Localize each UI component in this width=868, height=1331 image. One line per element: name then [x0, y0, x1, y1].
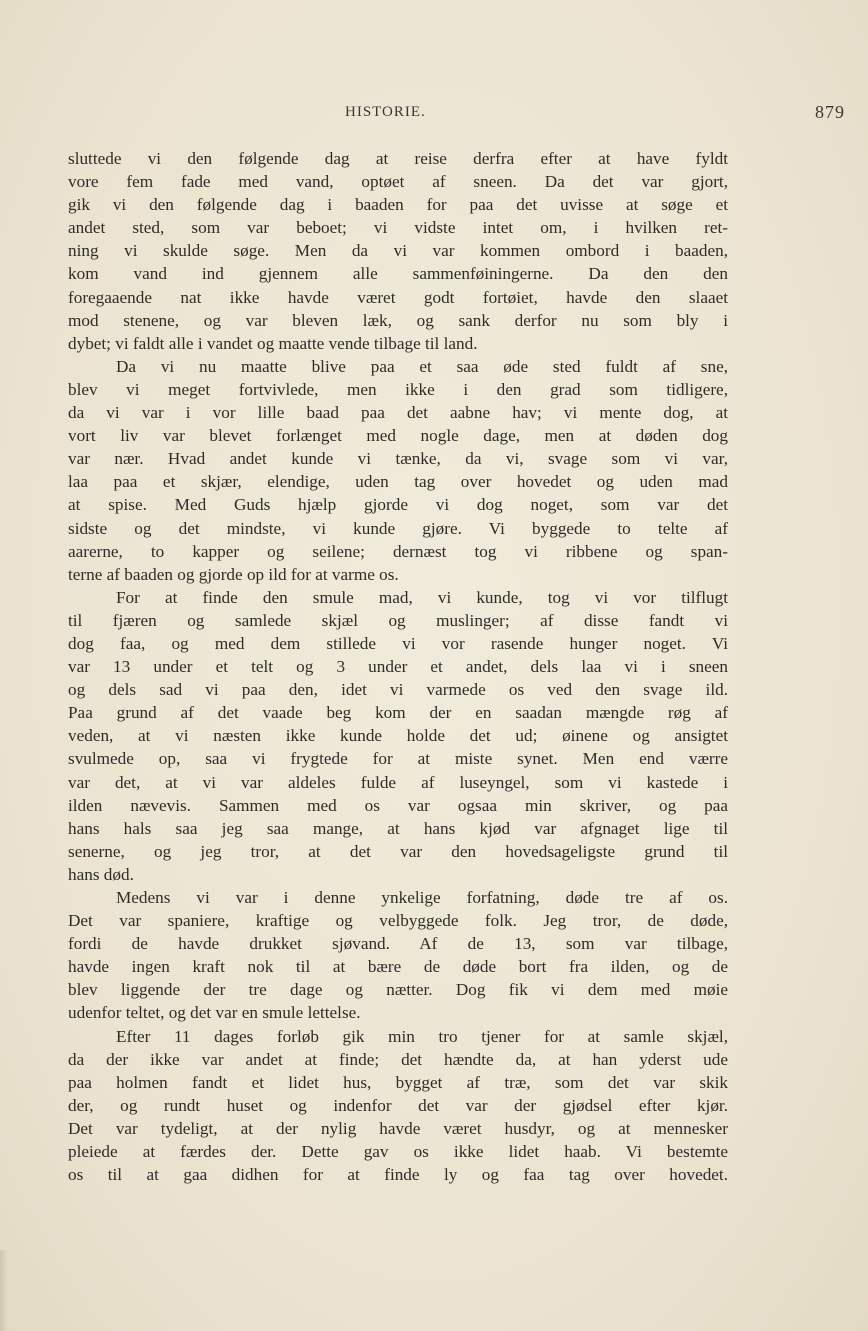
- text-line: veden, at vi næsten ikke kunde holde det ud; øinene og ansigtet: [68, 726, 728, 746]
- text-line: Paa grund af det vaade beg kom der en saadan mængde røg af: [68, 703, 728, 723]
- text-line: ilden nævevis. Sammen med os var ogsaa min skriver, og paa: [68, 795, 728, 815]
- text-line: os til at gaa didhen for at finde ly og faa tag over hovedet.: [68, 1165, 728, 1185]
- text-line: der, og rundt huset og indenfor det var der gjødsel efter kjør.: [68, 1095, 728, 1115]
- text-line: pleiede at færdes der. Dette gav os ikke lidet haab. Vi bestemte: [68, 1142, 728, 1162]
- text-line: hans død.: [68, 864, 134, 884]
- running-title: HISTORIE.: [345, 104, 426, 120]
- text-line: Det var spaniere, kraftige og velbyggede folk. Jeg tror, de døde,: [68, 911, 728, 931]
- text-line: sidste og det mindste, vi kunde gjøre. Vi byggede to telte af: [68, 518, 728, 538]
- text-line: terne af baaden og gjorde op ild for at varme os.: [68, 564, 399, 584]
- text-line: vort liv var blevet forlænget med nogle dage, men at døden dog: [68, 426, 728, 446]
- page-edge-shadow: [0, 1250, 8, 1331]
- text-line: laa paa et skjær, elendige, uden tag over hovedet og uden mad: [68, 472, 728, 492]
- text-line: fordi de havde drukket sjøvand. Af de 13, som var tilbage,: [68, 934, 728, 954]
- text-line: og dels sad vi paa den, idet vi varmede os ved den svage ild.: [68, 680, 728, 700]
- text-line: at spise. Med Guds hjælp gjorde vi dog noget, som var det: [68, 495, 728, 515]
- page-number: 879: [815, 102, 845, 122]
- text-line: hans hals saa jeg saa mange, at hans kjød var afgnaget lige til: [68, 818, 728, 838]
- text-line: vore fem fade med vand, optøet af sneen. Da det var gjort,: [68, 172, 728, 192]
- text-line: blev vi meget fortvivlede, men ikke i den grad som tidligere,: [68, 379, 728, 399]
- text-line: var det, at vi var aldeles fulde af luseyngel, som vi kastede i: [68, 772, 728, 792]
- running-header: [0, 104, 868, 128]
- text-line: ning vi skulde søge. Men da vi var kommen ombord i baaden,: [68, 241, 728, 261]
- text-line: til fjæren og samlede skjæl og muslinger; af disse fandt vi: [68, 610, 728, 630]
- text-line: havde ingen kraft nok til at bære de døde bort fra ilden, og de: [68, 957, 728, 977]
- text-line: andet sted, som var beboet; vi vidste intet om, i hvilken ret-: [68, 218, 728, 238]
- text-line: dybet; vi faldt alle i vandet og maatte vende tilbage til land.: [68, 333, 478, 353]
- text-line: svulmede op, saa vi frygtede for at miste synet. Men end værre: [68, 749, 728, 769]
- body-text: [68, 147, 728, 1186]
- text-line: dog faa, og med dem stillede vi vor rasende hunger noget. Vi: [68, 633, 728, 653]
- text-line: mod stenene, og var bleven læk, og sank derfor nu som bly i: [68, 310, 728, 330]
- text-line: sluttede vi den følgende dag at reise derfra efter at have fyldt: [68, 149, 728, 168]
- paragraph-start-line: Efter 11 dages forløb gik min tro tjener for at samle skjæl,: [116, 1026, 728, 1046]
- text-line: foregaaende nat ikke havde været godt fortøiet, havde den slaaet: [68, 287, 728, 307]
- text-line: var nær. Hvad andet kunde vi tænke, da vi, svage som vi var,: [68, 449, 728, 469]
- text-line: blev liggende der tre dage og nætter. Dog fik vi dem med møie: [68, 980, 728, 1000]
- paragraph-start-line: For at finde den smule mad, vi kunde, tog vi vor tilflugt: [116, 587, 728, 607]
- paragraph-start-line: Medens vi var i denne ynkelige forfatning, døde tre af os.: [116, 888, 728, 907]
- text-line: da vi var i vor lille baad paa det aabne hav; vi mente dog, at: [68, 403, 728, 423]
- text-line: da der ikke var andet at finde; det hændte da, at han yderst ude: [68, 1049, 728, 1069]
- text-line: kom vand ind gjennem alle sammenføiningerne. Da den den: [68, 264, 728, 284]
- text-line: udenfor teltet, og det var en smule lettelse.: [68, 1003, 361, 1023]
- text-line: gik vi den følgende dag i baaden for paa det uvisse at søge et: [68, 195, 728, 215]
- text-line: aarerne, to kapper og seilene; dernæst tog vi ribbene og span-: [68, 541, 728, 561]
- text-line: var 13 under et telt og 3 under et andet, dels laa vi i sneen: [68, 657, 728, 677]
- paragraph-start-line: Da vi nu maatte blive paa et saa øde sted fuldt af sne,: [116, 356, 728, 376]
- text-line: senerne, og jeg tror, at det var den hovedsageligste grund til: [68, 841, 728, 861]
- text-line: paa holmen fandt et lidet hus, bygget af træ, som det var skik: [68, 1072, 728, 1092]
- text-line: Det var tydeligt, at der nylig havde været husdyr, og at mennesker: [68, 1118, 728, 1138]
